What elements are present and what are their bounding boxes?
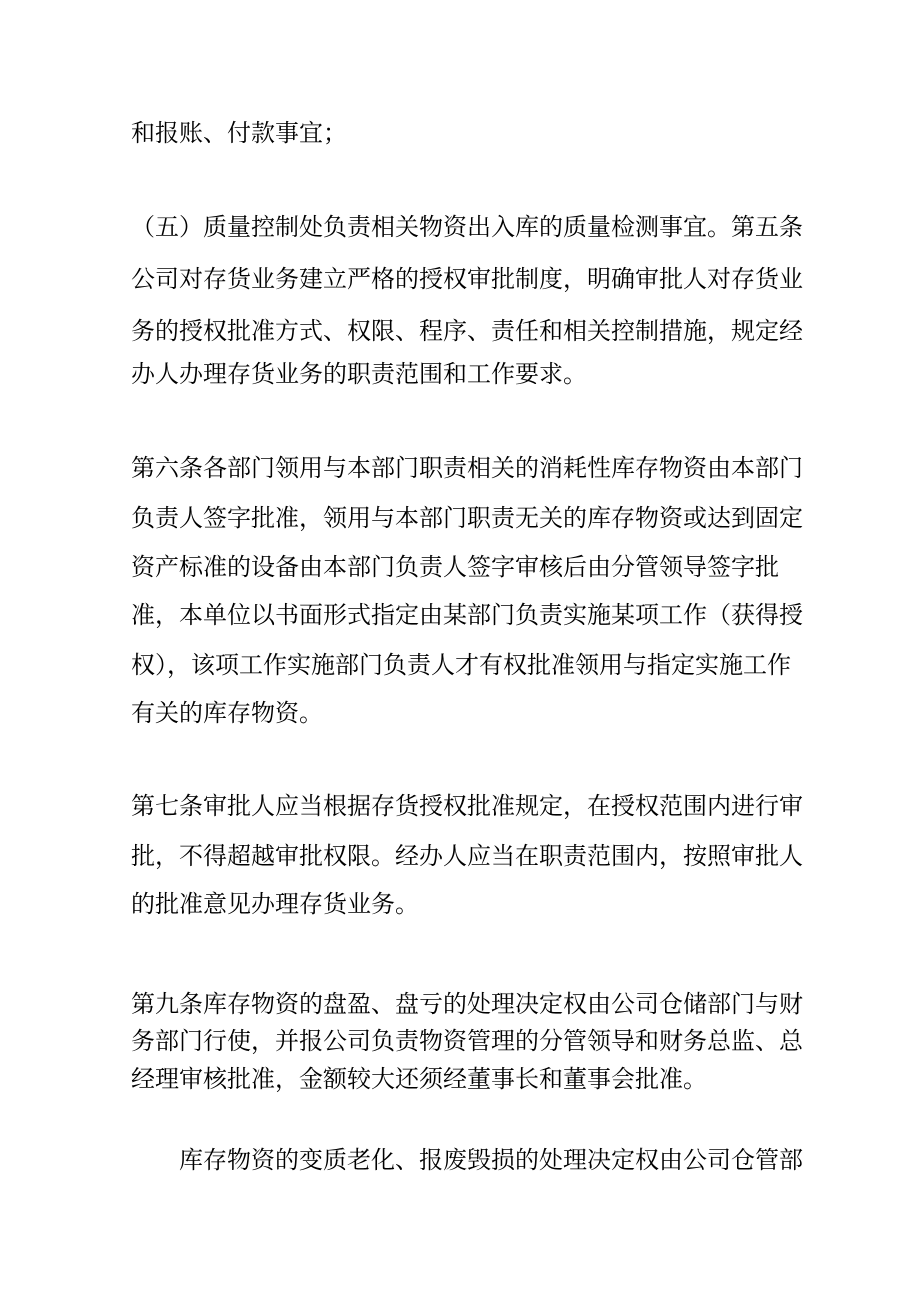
paragraph-3-line-5: 权），该项工作实施部门负责人才有权批准领用与指定实施工作 xyxy=(131,651,791,679)
paragraph-5-line-1: 第九条库存物资的盘盈、盘亏的处理决定权由公司仓储部门与财 xyxy=(131,990,803,1018)
paragraph-3-line-3: 资产标准的设备由本部门负责人签字审核后由分管领导签字批 xyxy=(131,553,779,581)
paragraph-2-line-2: 公司对存货业务建立严格的授权审批制度，明确审批人对存货业 xyxy=(131,265,803,293)
paragraph-3-line-6: 有关的库存物资。 xyxy=(131,699,323,727)
paragraph-6-line-1: 库存物资的变质老化、报废毁损的处理决定权由公司仓管部 xyxy=(179,1146,803,1174)
paragraph-2-line-4: 办人办理存货业务的职责范围和工作要求。 xyxy=(131,360,587,388)
paragraph-4-line-1: 第七条审批人应当根据存货授权批准规定，在授权范围内进行审 xyxy=(131,792,803,820)
paragraph-2-line-3: 务的授权批准方式、权限、程序、责任和相关控制措施，规定经 xyxy=(131,317,803,345)
paragraph-3-line-4: 准，本单位以书面形式指定由某部门负责实施某项工作（获得授 xyxy=(131,601,803,629)
paragraph-5-line-2: 务部门行使，并报公司负责物资管理的分管领导和财务总监、总 xyxy=(131,1027,803,1055)
paragraph-5-line-3: 经理审核批准，金额较大还须经董事长和董事会批准。 xyxy=(131,1065,707,1093)
paragraph-4-line-3: 的批准意见办理存货业务。 xyxy=(131,890,419,918)
paragraph-1-line-1: 和报账、付款事宜； xyxy=(131,119,347,147)
paragraph-3-line-2: 负责人签字批准，领用与本部门职责无关的库存物资或达到固定 xyxy=(131,504,803,532)
paragraph-2-line-1: （五）质量控制处负责相关物资出入库的质量检测事宜。第五条 xyxy=(131,213,803,241)
paragraph-4-line-2: 批，不得超越审批权限。经办人应当在职责范围内，按照审批人 xyxy=(131,842,803,870)
paragraph-3-line-1: 第六条各部门领用与本部门职责相关的消耗性库存物资由本部门 xyxy=(131,454,803,482)
